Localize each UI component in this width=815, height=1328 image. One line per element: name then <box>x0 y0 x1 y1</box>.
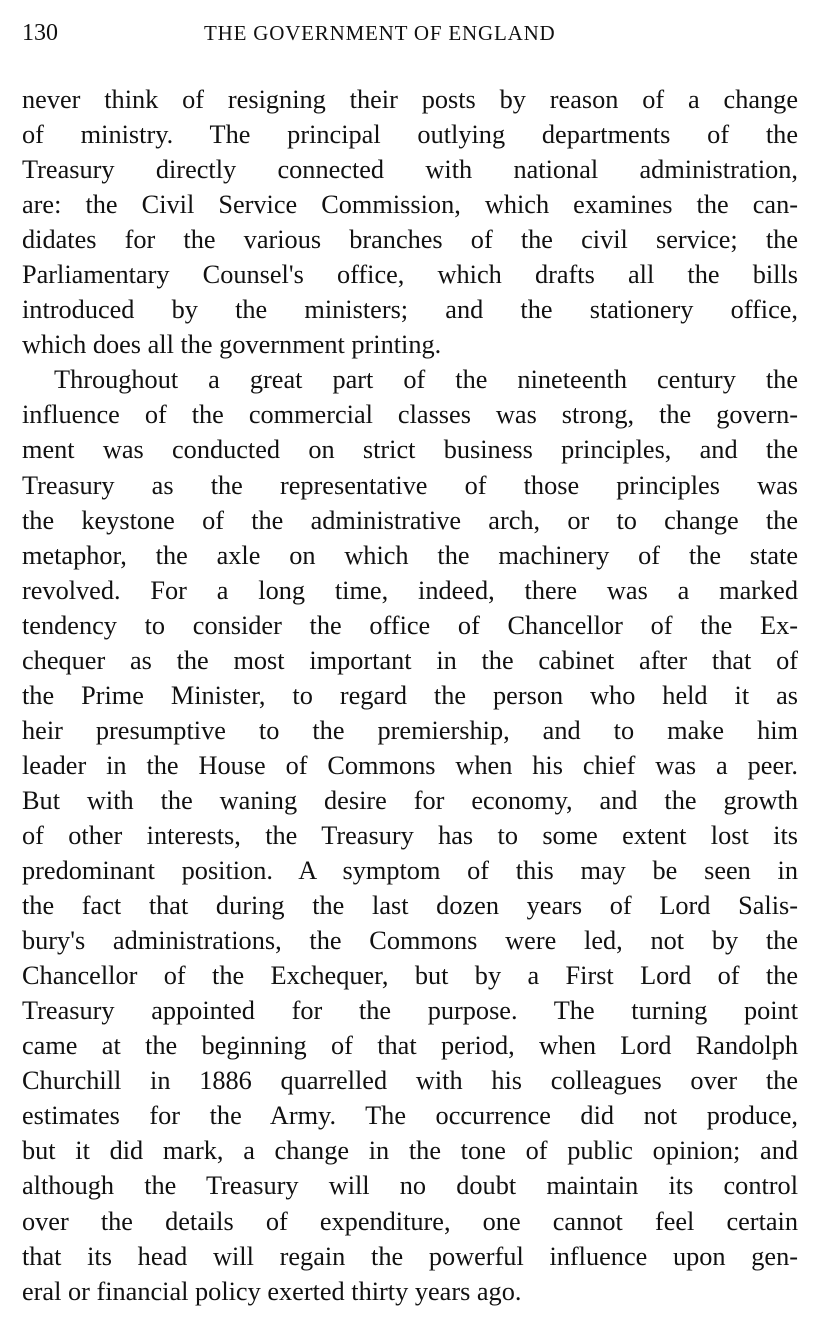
text-line: bury's administrations, the Commons were led, not by the <box>22 926 798 956</box>
body-text <box>22 82 798 1309</box>
text-line: introduced by the ministers; and the stationery office, <box>22 295 798 325</box>
text-line: but it did mark, a change in the tone of public opinion; and <box>22 1136 798 1166</box>
text-line: the keystone of the administrative arch, or to change the <box>22 505 798 535</box>
page-header <box>22 18 797 48</box>
paragraph-1 <box>22 82 798 362</box>
running-title: THE GOVERNMENT OF ENGLAND <box>204 21 556 45</box>
text-line: although the Treasury will no doubt maintain its control <box>22 1171 798 1201</box>
text-line: Treasury directly connected with national administration, <box>22 155 798 185</box>
text-line: the fact that during the last dozen years of Lord Salis- <box>22 891 798 921</box>
text-line: metaphor, the axle on which the machinery of the state <box>22 540 798 570</box>
text-line: revolved. For a long time, indeed, there was a marked <box>22 575 798 605</box>
text-line: But with the waning desire for economy, and the growth <box>22 785 798 815</box>
text-line: heir presumptive to the premiership, and to make him <box>22 715 798 745</box>
text-line: Parliamentary Counsel's office, which drafts all the bills <box>22 260 798 290</box>
text-line: that its head will regain the powerful influence upon gen- <box>22 1241 798 1271</box>
text-line: over the details of expenditure, one cannot feel certain <box>22 1206 798 1236</box>
paragraph-2 <box>22 362 798 1308</box>
text-line: came at the beginning of that period, when Lord Randolph <box>22 1031 798 1061</box>
text-line: Throughout a great part of the nineteenth century the <box>54 365 798 395</box>
text-line: the Prime Minister, to regard the person who held it as <box>22 680 798 710</box>
text-line: which does all the government printing. <box>22 330 442 360</box>
text-line: of other interests, the Treasury has to some extent lost its <box>22 820 798 850</box>
text-line: of ministry. The principal outlying departments of the <box>22 120 798 150</box>
text-line: ment was conducted on strict business principles, and the <box>22 435 798 465</box>
text-line: estimates for the Army. The occurrence did not produce, <box>22 1101 798 1131</box>
text-line: tendency to consider the office of Chancellor of the Ex- <box>22 610 798 640</box>
text-line: chequer as the most important in the cabinet after that of <box>22 645 798 675</box>
text-line: Churchill in 1886 quarrelled with his colleagues over the <box>22 1066 798 1096</box>
text-line: eral or financial policy exerted thirty years ago. <box>22 1276 522 1306</box>
text-line: leader in the House of Commons when his chief was a peer. <box>22 750 798 780</box>
text-line: Treasury appointed for the purpose. The turning point <box>22 996 798 1026</box>
text-line: predominant position. A symptom of this may be seen in <box>22 856 798 886</box>
text-line: influence of the commercial classes was strong, the govern- <box>22 400 798 430</box>
text-line: are: the Civil Service Commission, which examines the can- <box>22 190 798 220</box>
text-line: never think of resigning their posts by reason of a change <box>22 85 798 114</box>
page-number: 130 <box>22 20 58 46</box>
text-line: Chancellor of the Exchequer, but by a First Lord of the <box>22 961 798 991</box>
text-line: didates for the various branches of the civil service; the <box>22 225 798 255</box>
text-line: Treasury as the representative of those principles was <box>22 470 798 500</box>
